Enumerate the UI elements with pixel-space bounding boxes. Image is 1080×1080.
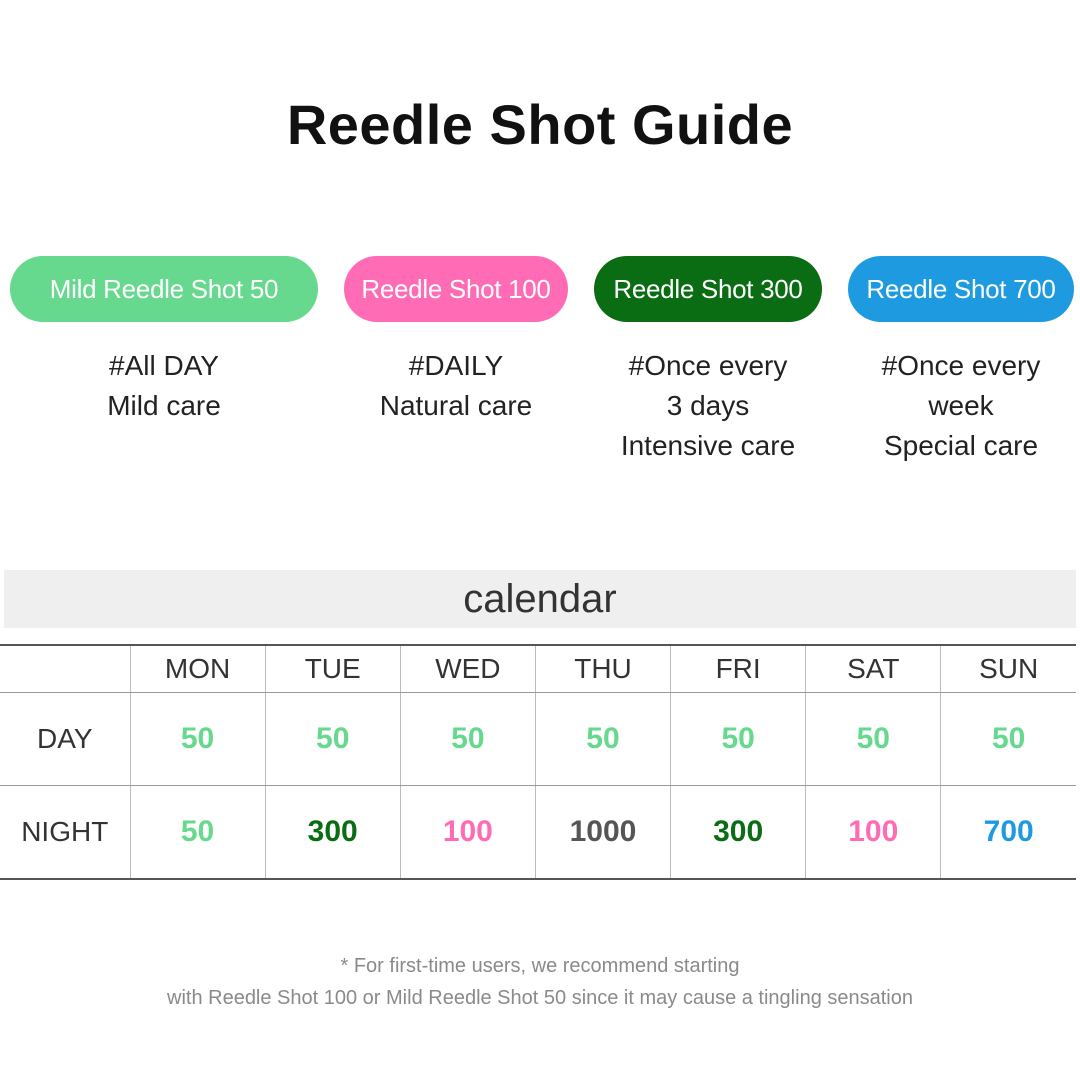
day-header-mon: MON [130, 645, 265, 693]
footnote [0, 950, 1080, 1014]
product-700 [848, 256, 1074, 466]
night-value-fri: 300 [671, 786, 806, 880]
day-value-thu: 50 [535, 693, 670, 786]
corner-cell [0, 645, 130, 693]
calendar-row-day [0, 693, 1076, 786]
row-label-day: DAY [0, 693, 130, 786]
night-value-sat: 100 [806, 786, 941, 880]
product-mild-50 [10, 256, 318, 426]
product-desc-line: #Once every [628, 350, 788, 381]
day-value-fri: 50 [671, 693, 806, 786]
night-value-wed: 100 [400, 786, 535, 880]
product-desc-line: #DAILY [408, 350, 504, 381]
product-pill-300: Reedle Shot 300 [594, 256, 822, 322]
product-desc-700 [848, 346, 1074, 466]
product-desc-300 [594, 346, 822, 466]
calendar-row-night [0, 786, 1076, 880]
product-pill-700: Reedle Shot 700 [848, 256, 1074, 322]
day-header-sun: SUN [941, 645, 1076, 693]
day-value-sat: 50 [806, 693, 941, 786]
product-desc-mild-50 [10, 346, 318, 426]
day-value-tue: 50 [265, 693, 400, 786]
calendar-table [0, 644, 1076, 880]
day-value-mon: 50 [130, 693, 265, 786]
product-300 [594, 256, 822, 466]
product-desc-line: #Once every [881, 350, 1041, 381]
day-header-fri: FRI [671, 645, 806, 693]
night-value-tue: 300 [265, 786, 400, 880]
calendar-header-row [0, 645, 1076, 693]
product-pill-mild-50: Mild Reedle Shot 50 [10, 256, 318, 322]
product-desc-line: Special care [883, 430, 1039, 461]
product-desc-line: Mild care [107, 390, 221, 421]
day-value-wed: 50 [400, 693, 535, 786]
row-label-night: NIGHT [0, 786, 130, 880]
product-list [0, 256, 1080, 496]
footnote-line-2: with Reedle Shot 100 or Mild Reedle Shot 50 since it may cause a tingling sensation [167, 987, 913, 1009]
page-title: Reedle Shot Guide [286, 93, 794, 156]
product-100 [344, 256, 568, 426]
night-value-thu: 1000 [535, 786, 670, 880]
day-header-wed: WED [400, 645, 535, 693]
product-desc-line: Intensive care [620, 430, 796, 461]
footnote-line-1: * For first-time users, we recommend starting [340, 955, 740, 977]
product-desc-100 [344, 346, 568, 426]
product-desc-line: 3 days [666, 390, 750, 421]
night-value-mon: 50 [130, 786, 265, 880]
day-header-tue: TUE [265, 645, 400, 693]
day-value-sun: 50 [941, 693, 1076, 786]
night-value-sun: 700 [941, 786, 1076, 880]
day-header-sat: SAT [806, 645, 941, 693]
product-pill-100: Reedle Shot 100 [344, 256, 568, 322]
product-desc-line: Natural care [379, 390, 533, 421]
calendar-header: calendar [4, 570, 1076, 628]
product-desc-line: week [928, 390, 994, 421]
day-header-thu: THU [535, 645, 670, 693]
product-desc-line: #All DAY [109, 350, 219, 381]
